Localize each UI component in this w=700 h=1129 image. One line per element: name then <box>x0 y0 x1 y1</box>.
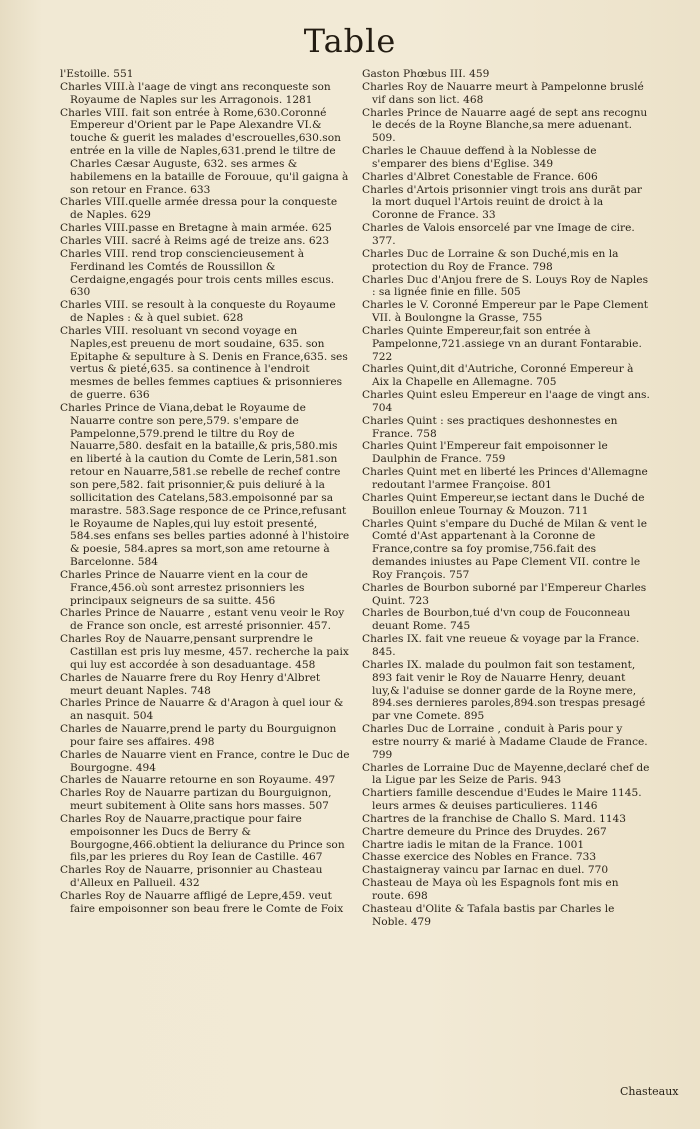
index-entry: Charles Quinte Empereur,fait son entrée à Pampelonne,721.assiege vn an durant Fontarabie. 722 <box>362 324 642 363</box>
index-entry: Charles Quint l'Empereur fait empoisonner le Daulphin de France. 759 <box>362 440 608 466</box>
index-entry: Charles le V. Coronné Empereur par le Pape Clement VII. à Boulongne la Grasse, 755 <box>362 299 649 325</box>
index-entry: Charles Roy de Nauarre partizan du Bourguignon, meurt subitement à Olite sans hors masses. 507 <box>60 787 332 813</box>
index-entry: Charles Roy de Nauarre meurt à Pampelonne bruslé vif dans son lict. 468 <box>362 80 644 106</box>
index-entry: Chastaigneray vaincu par Iarnac en duel. 770 <box>362 864 609 877</box>
index-entry: Charles VIII. sacré à Reims agé de treize ans. 623 <box>60 234 330 247</box>
index-column-right <box>362 68 652 929</box>
index-entry: Charles de Nauarre frere du Roy Henry d'Albret meurt deuant Naples. 748 <box>60 671 321 697</box>
index-entry: Charles Duc de Lorraine & son Duché,mis en la protection du Roy de France. 798 <box>362 247 619 273</box>
index-entry: Charles VIII.à l'aage de vingt ans reconqueste son Royaume de Naples sur les Arragonois. 1281 <box>60 80 331 106</box>
index-entry: Charles Quint Empereur,se iectant dans le Duché de Bouillon enleue Tournay & Mouzon. 711 <box>362 491 645 517</box>
catchword: Chasteaux <box>620 1085 679 1098</box>
index-entry: Charles Roy de Nauarre affligé de Lepre,459. veut faire empoisonner son beau frere le Comte de Foix <box>60 890 344 915</box>
index-entry: Charles VIII.passe en Bretagne à main armée. 625 <box>60 222 332 235</box>
index-entry: Charles VIII. se resoult à la conqueste du Royaume de Naples : & à quel subiet. 628 <box>60 299 336 325</box>
index-entry: Charles Roy de Nauarre, prisonnier au Chasteau d'Alleux en Pallueil. 432 <box>60 864 323 890</box>
index-entry: Charles Quint,dit d'Autriche, Coronné Empereur à Aix la Chapelle en Allemagne. 705 <box>362 363 634 389</box>
index-entry: Charles Roy de Nauarre,practique pour faire empoisonner les Ducs de Berry & Bourgogne,466.obtient la deliurance du Prince son fils,par les prieres du Roy Iean de Castille. 467 <box>60 812 345 864</box>
index-entry: Chartres de la franchise de Challo S. Mard. 1143 <box>362 812 627 825</box>
index-entry: Charles de Nauarre vient en France, contre le Duc de Bourgogne. 494 <box>60 748 350 774</box>
index-entry: Charles Prince de Nauarre & d'Aragon à quel iour & an nasquit. 504 <box>60 697 344 723</box>
index-entry: Charles VIII. rend trop consciencieusement à Ferdinand les Comtés de Roussillon & Cerdaigne,engagés pour trois cents milles escus. 630 <box>60 247 335 299</box>
index-entry: Gaston Phœbus III. 459 <box>362 68 490 80</box>
index-entry: Chasse exercice des Nobles en France. 733 <box>362 851 597 864</box>
index-entry: Charles VIII. fait son entrée à Rome,630.Coronné Empereur d'Orient par le Pape Alexandre VI.& touche & guerit les malades d'escrouelles,630.son entrée en la ville de Naples,631.prend le tiltre de Charles Cæsar Auguste, 632. ses armes & habilemens en la bataille de Forouue, qu'il gaigna à son retour en France. 633 <box>60 106 349 196</box>
index-entry: Charles de Lorraine Duc de Mayenne,declaré chef de la Ligue par les Seize de Paris. 943 <box>362 761 650 787</box>
index-entry: Charles de Valois ensorcelé par vne Image de cire. 377. <box>362 222 635 247</box>
index-column-left <box>60 68 350 916</box>
index-entry: Charles Prince de Nauarre vient en la cour de France,456.où sont arrestez prisonniers les principaux seigneurs de sa suitte. 456 <box>60 568 308 607</box>
index-entry: Charles de Bourbon suborné par l'Empereur Charles Quint. 723 <box>362 581 647 607</box>
index-entry: Charles VIII.quelle armée dressa pour la conqueste de Naples. 629 <box>60 196 338 222</box>
index-entry: Charles Prince de Viana,debat le Royaume de Nauarre contre son pere,579. s'empare de Pampelonne,579.prend le tiltre du Roy de Nauarre,580. desfait en la bataille,& pris,580.mis en liberté à la caution du Comte de Lerin,581.son retour en Nauarre,581.se rebelle de rechef contre son pere,582. fait prisonnier,& puis deliuré à la sollicitation des Catelans,583.empoisonné par sa marastre. 583.Sage responce de ce Prince,refusant le Royaume de Naples,qui luy estoit presenté, 584.ses enfans ses belles parties adonné à l'histoire & poesie, 584.apres sa mort,son ame retourne à Barcelonne. 584 <box>60 401 350 569</box>
index-entry: Charles de Nauarre retourne en son Royaume. 497 <box>60 774 336 787</box>
index-entry: l'Estoille. 551 <box>60 68 134 80</box>
index-entry: Charles IX. malade du poulmon fait son testament, 893 fait venir le Roy de Nauarre Henry, deuant luy,& l'aduise se donner garde de la Royne mere, 894.ses dernieres paroles,894.son trespas presagé par vne Comete. 895 <box>362 658 646 723</box>
index-entry: Charles de Nauarre,prend le party du Bourguignon pour faire ses affaires. 498 <box>60 723 337 748</box>
index-entry: Chasteau de Maya où les Espagnols font mis en route. 698 <box>362 877 619 902</box>
index-entry: Charles Roy de Nauarre,pensant surprendre le Castillan est pris luy mesme, 457. recherche la paix qui luy est accordée à son desaduantage. 458 <box>60 633 349 671</box>
index-entry: Chasteau d'Olite & Tafala bastis par Charles le Noble. 479 <box>362 902 615 928</box>
index-entry: Chartiers famille descendue d'Eudes le Maire 1145. leurs armes & deuises particulieres. 1146 <box>362 787 642 813</box>
index-entry: Charles Quint met en liberté les Princes d'Allemagne redoutant l'armee Françoise. 801 <box>362 466 648 491</box>
index-entry: Charles d'Albret Conestable de France. 606 <box>362 170 598 183</box>
index-entry: Charles Quint : ses practiques deshonnestes en France. 758 <box>362 414 618 440</box>
index-entry: Charles de Bourbon,tué d'vn coup de Fouconneau deuant Rome. 745 <box>362 607 631 633</box>
index-entry: Charles d'Artois prisonnier vingt trois ans durāt par la mort duquel l'Artois reuint de droict à la Coronne de France. 33 <box>362 183 642 222</box>
index-entry: Charles le Chauue deffend à la Noblesse de s'emparer des biens d'Eglise. 349 <box>362 145 597 170</box>
index-entry: Charles Prince de Nauarre aagé de sept ans recognu le decés de la Royne Blanche,sa mere aduenant. 509. <box>362 106 648 145</box>
index-entry: Charles Quint esleu Empereur en l'aage de vingt ans. 704 <box>362 389 650 414</box>
index-entry: Charles Prince de Nauarre , estant venu veoir le Roy de France son oncle, est arresté prisonnier. 457. <box>60 607 345 633</box>
index-entry: Charles Duc de Lorraine , conduit à Paris pour y estre nourry & marié à Madame Claude de France. 799 <box>362 723 648 761</box>
index-entry: Charles IX. fait vne reueue & voyage par la France. 845. <box>362 633 640 658</box>
index-entry: Charles Quint s'empare du Duché de Milan & vent le Comté d'Ast appartenant à la Coronne de France,contre sa foy promise,756.fait des demandes iniustes au Pape Clement VII. contre le Roy François. 757 <box>362 517 647 581</box>
index-entry: Charles Duc d'Anjou frere de S. Louys Roy de Naples : sa lignée finie en fille. 505 <box>362 273 649 299</box>
index-entry: Chartre iadis le mitan de la France. 1001 <box>362 838 585 851</box>
index-entry: Chartre demeure du Prince des Druydes. 267 <box>362 825 607 838</box>
index-entry: Charles VIII. resoluant vn second voyage en Naples,est preuenu de mort soudaine, 635. son Epitaphe & sepulture à S. Denis en France,635. ses vertus & pieté,635. sa continence à l'endroit mesmes de belles femmes captiues & prisonnieres de guerre. 636 <box>60 324 348 402</box>
page-title: Table <box>303 22 397 60</box>
